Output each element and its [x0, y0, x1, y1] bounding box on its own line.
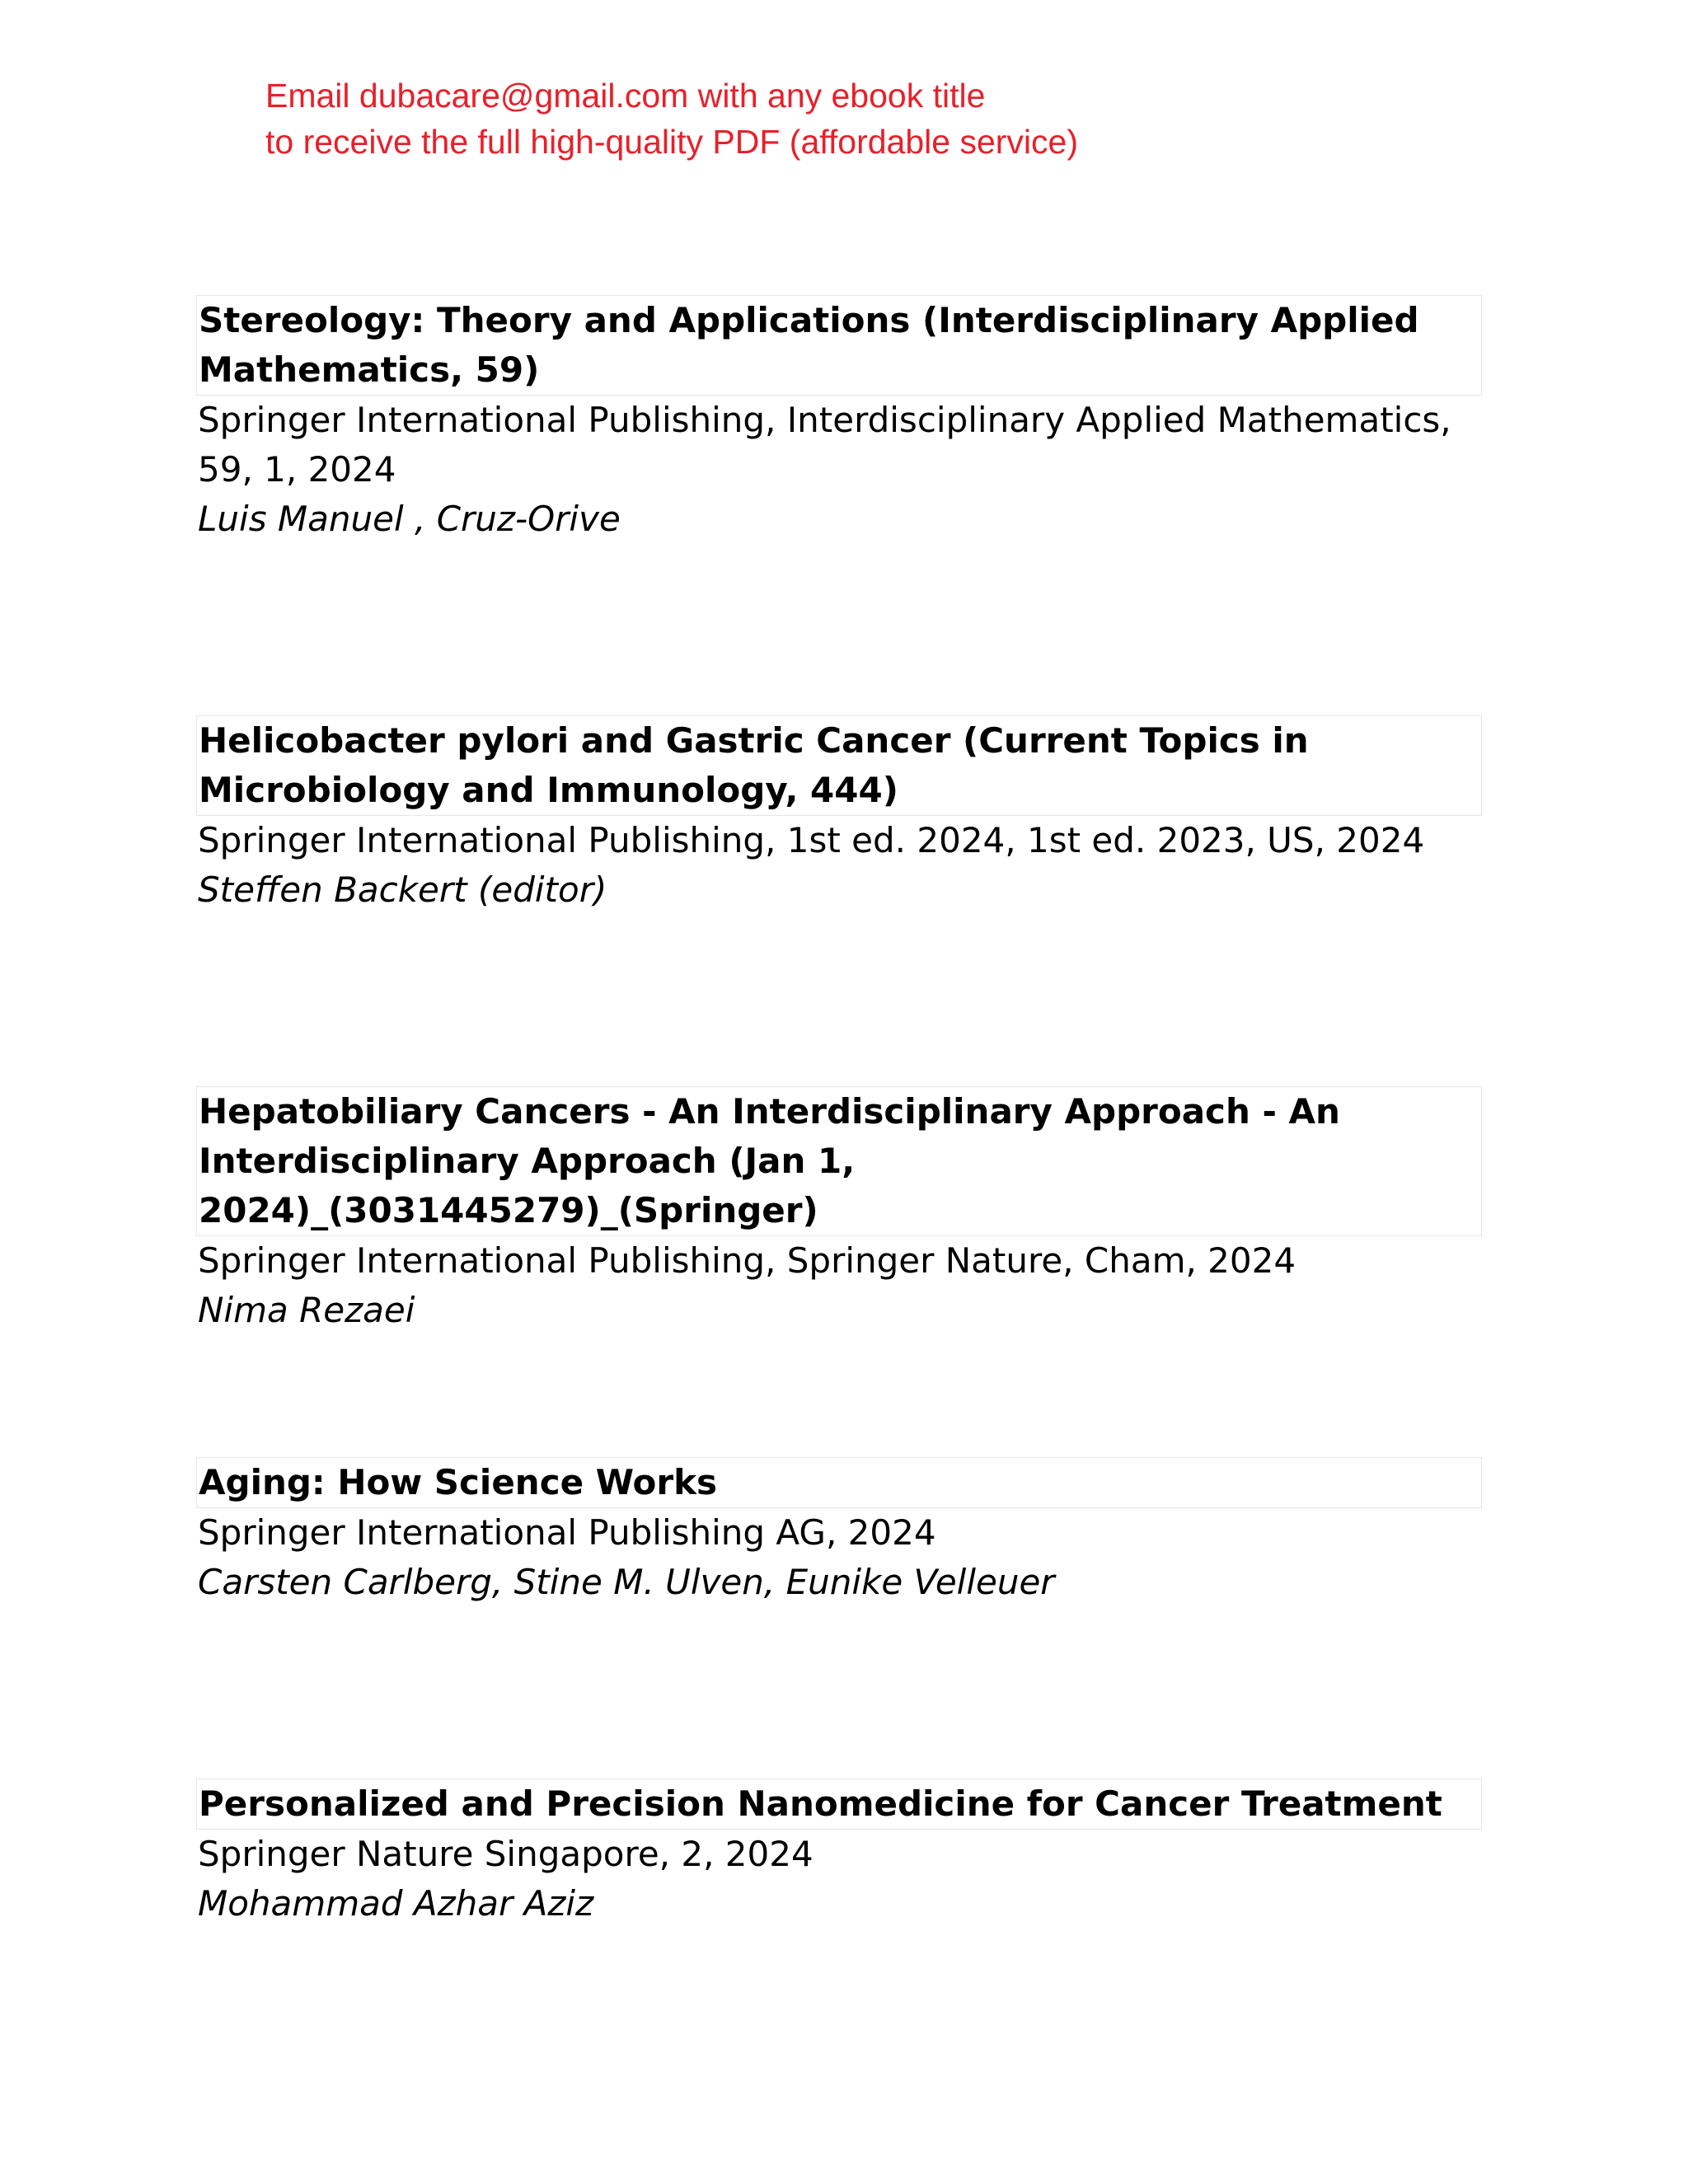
- book-entry: [196, 1779, 1482, 1929]
- book-publisher: Springer International Publishing, Interdisciplinary Applied Mathematics, 59, 1, 2024: [198, 400, 1451, 490]
- promo-notice: [265, 73, 1078, 165]
- book-title: Stereology: Theory and Applications (Interdisciplinary Applied Mathematics, 59): [196, 295, 1482, 396]
- book-title: Helicobacter pylori and Gastric Cancer (Current Topics in Microbiology and Immunology, 444): [196, 715, 1482, 816]
- book-title: Personalized and Precision Nanomedicine for Cancer Treatment: [196, 1779, 1482, 1830]
- book-title: Aging: How Science Works: [196, 1457, 1482, 1508]
- book-authors: Carsten Carlberg, Stine M. Ulven, Eunike Velleuer: [198, 1562, 1055, 1602]
- book-entry: [196, 1457, 1482, 1607]
- book-title: Hepatobiliary Cancers - An Interdisciplinary Approach - An Interdisciplinary Approach (Jan 1, 2024)_(3031445279)_(Springer): [196, 1086, 1482, 1236]
- book-publisher: Springer International Publishing AG, 2024: [198, 1512, 936, 1553]
- promo-notice-line-1: Email dubacare@gmail.com with any ebook title: [265, 77, 986, 115]
- promo-notice-line-2: to receive the full high-quality PDF (affordable service): [265, 123, 1078, 161]
- book-entry: [196, 715, 1482, 915]
- book-authors: Luis Manuel , Cruz-Orive: [198, 499, 621, 539]
- book-entry: [196, 1086, 1482, 1335]
- book-publisher: Springer International Publishing, 1st ed. 2024, 1st ed. 2023, US, 2024: [198, 820, 1425, 860]
- book-authors: Steffen Backert (editor): [198, 869, 607, 910]
- book-authors: Mohammad Azhar Aziz: [198, 1883, 594, 1924]
- book-publisher: Springer International Publishing, Springer Nature, Cham, 2024: [198, 1240, 1296, 1281]
- book-authors: Nima Rezaei: [198, 1290, 415, 1330]
- book-publisher: Springer Nature Singapore, 2, 2024: [198, 1834, 814, 1874]
- book-entry: [196, 295, 1482, 544]
